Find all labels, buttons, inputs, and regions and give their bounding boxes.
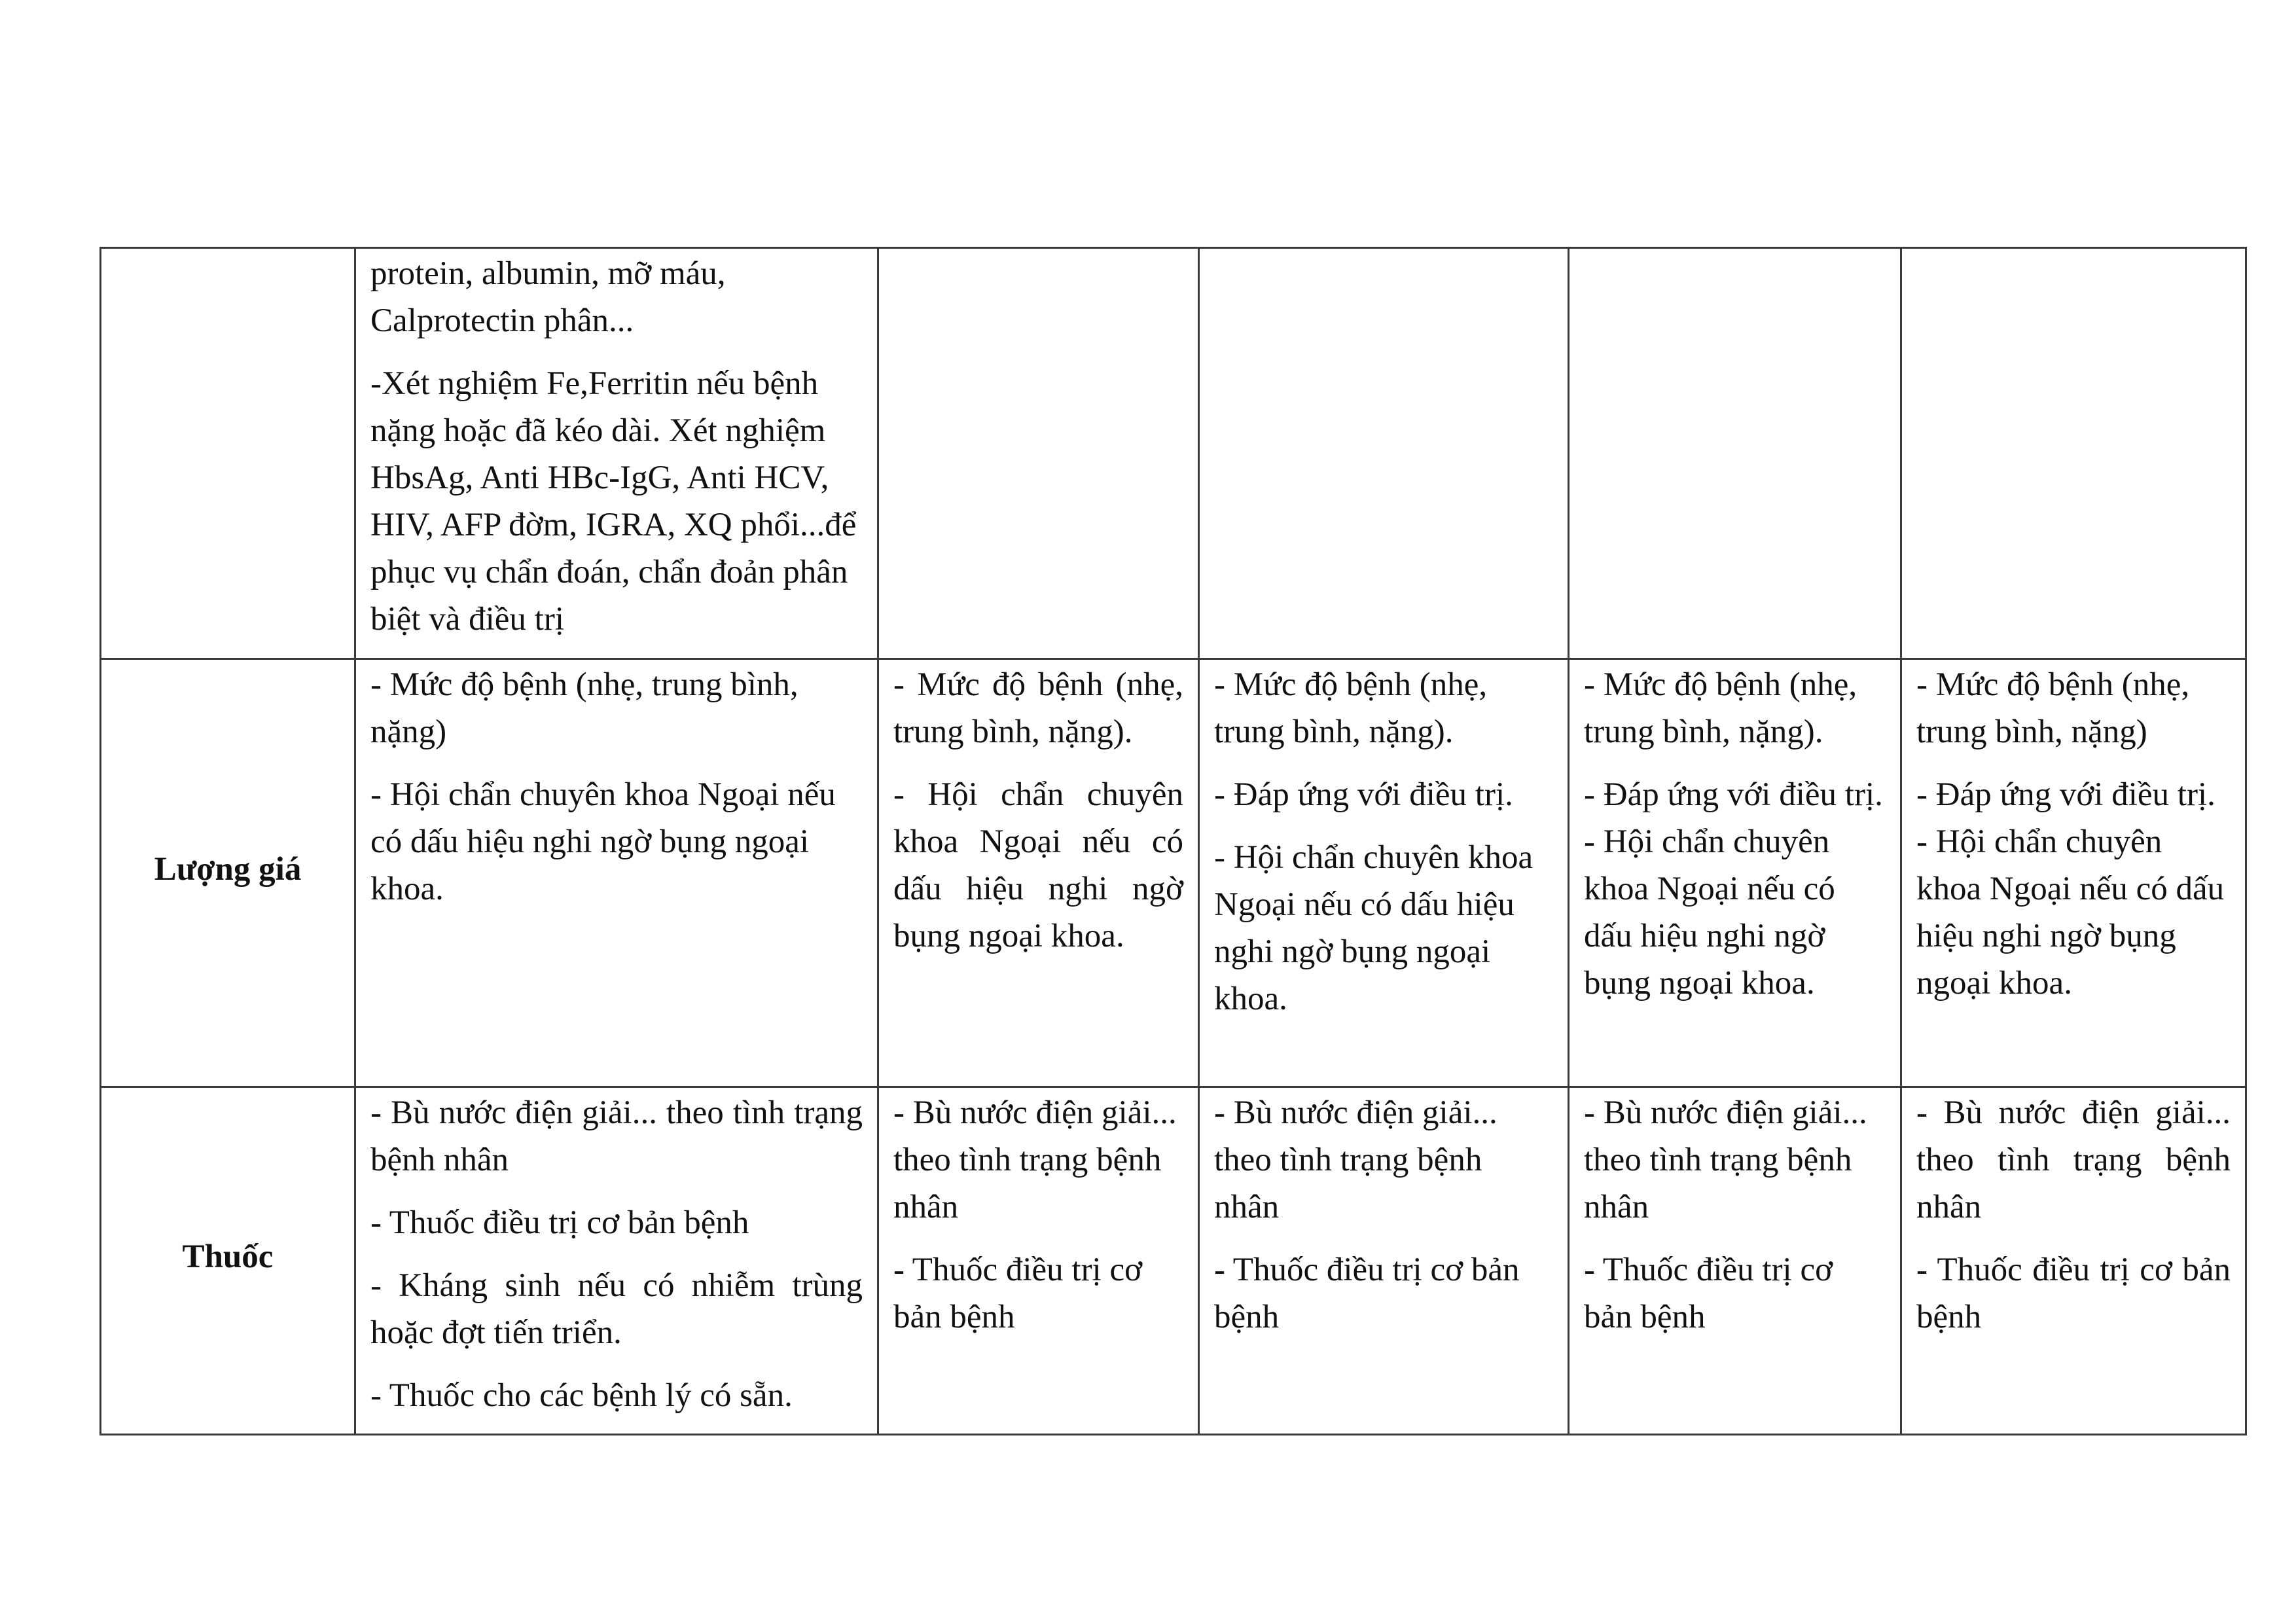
cell-paragraph: - Bù nước điện giải... theo tình trạng bệnh nhân [1584, 1094, 1867, 1225]
table-row [101, 248, 2246, 659]
table-cell [1569, 659, 1901, 1087]
table-cell [878, 659, 1199, 1087]
table-cell [1901, 1087, 2246, 1435]
cell-paragraph: - Mức độ bệnh (nhẹ, trung bình, nặng) [1916, 666, 2190, 750]
row-label: Thuốc [101, 1087, 355, 1435]
treatment-table [99, 247, 2247, 1435]
table-row [101, 659, 2246, 1087]
table-cell [878, 1087, 1199, 1435]
table-cell [1569, 1087, 1901, 1435]
row-label: Lượng giá [101, 659, 355, 1087]
cell-paragraph: - Bù nước điện giải... theo tình trạng bệnh nhân [1916, 1094, 2231, 1225]
cell-paragraph: - Mức độ bệnh (nhẹ, trung bình, nặng). [893, 666, 1183, 750]
cell-paragraph: -Xét nghiệm Fe,Ferritin nếu bệnh nặng hoặc đã kéo dài. Xét nghiệm HbsAg, Anti HBc-IgG, Anti HCV, HIV, AFP đờm, IGRA, XQ phổi...để phục vụ chẩn đoán, chẩn đoản phân biệt và điều trị [370, 365, 857, 638]
table-cell [878, 248, 1199, 659]
cell-paragraph: - Thuốc cho các bệnh lý có sẵn. [370, 1377, 793, 1414]
table-cell [1569, 248, 1901, 659]
cell-paragraph: - Bù nước điện giải... theo tình trạng bệnh nhân [893, 1094, 1177, 1225]
cell-paragraph: - Hội chẩn chuyên khoa Ngoại nếu có dấu hiệu nghi ngờ bụng ngoại khoa. [370, 776, 836, 907]
table-cell [355, 248, 878, 659]
cell-paragraph: - Thuốc điều trị cơ bản bệnh [1584, 1252, 1833, 1335]
table-row [101, 1087, 2246, 1435]
table-cell [1901, 248, 2246, 659]
cell-paragraph: - Mức độ bệnh (nhẹ, trung bình, nặng). [1584, 666, 1857, 750]
cell-paragraph: - Thuốc điều trị cơ bản bệnh [893, 1252, 1143, 1335]
table-cell [1199, 1087, 1569, 1435]
cell-paragraph: - Kháng sinh nếu có nhiễm trùng hoặc đợt tiến triển. [370, 1267, 863, 1351]
table-cell [1199, 659, 1569, 1087]
cell-paragraph: - Bù nước điện giải... theo tình trạng bệnh nhân [370, 1094, 863, 1178]
cell-paragraph: - Đáp ứng với điều trị. [1916, 776, 2215, 813]
table-cell [1901, 659, 2246, 1087]
cell-paragraph: - Đáp ứng với điều trị. [1214, 776, 1513, 813]
cell-paragraph: - Thuốc điều trị cơ bản bệnh [370, 1204, 749, 1241]
cell-paragraph: - Mức độ bệnh (nhẹ, trung bình, nặng) [370, 666, 798, 750]
table-cell [1199, 248, 1569, 659]
cell-paragraph: - Hội chẩn chuyên khoa Ngoại nếu có dấu hiệu nghi ngờ bụng ngoại khoa. [1916, 823, 2225, 1001]
cell-paragraph: - Mức độ bệnh (nhẹ, trung bình, nặng). [1214, 666, 1488, 750]
cell-paragraph: - Hội chẩn chuyên khoa Ngoại nếu có dấu hiệu nghi ngờ bụng ngoại khoa. [1214, 839, 1534, 1017]
cell-paragraph: - Thuốc điều trị cơ bản bệnh [1214, 1252, 1520, 1335]
cell-paragraph: - Hội chẩn chuyên khoa Ngoại nếu có dấu hiệu nghi ngờ bụng ngoại khoa. [1584, 823, 1835, 1001]
cell-paragraph: - Bù nước điện giải... theo tình trạng bệnh nhân [1214, 1094, 1498, 1225]
table-cell [355, 1087, 878, 1435]
cell-paragraph: - Đáp ứng với điều trị. [1584, 776, 1883, 813]
row-label [101, 248, 355, 659]
table-cell [355, 659, 878, 1087]
cell-paragraph: - Hội chẩn chuyên khoa Ngoại nếu có dấu hiệu nghi ngờ bụng ngoại khoa. [893, 776, 1183, 954]
cell-paragraph: - Thuốc điều trị cơ bản bệnh [1916, 1252, 2231, 1335]
cell-paragraph: protein, albumin, mỡ máu, Calprotectin phân... [370, 255, 726, 339]
